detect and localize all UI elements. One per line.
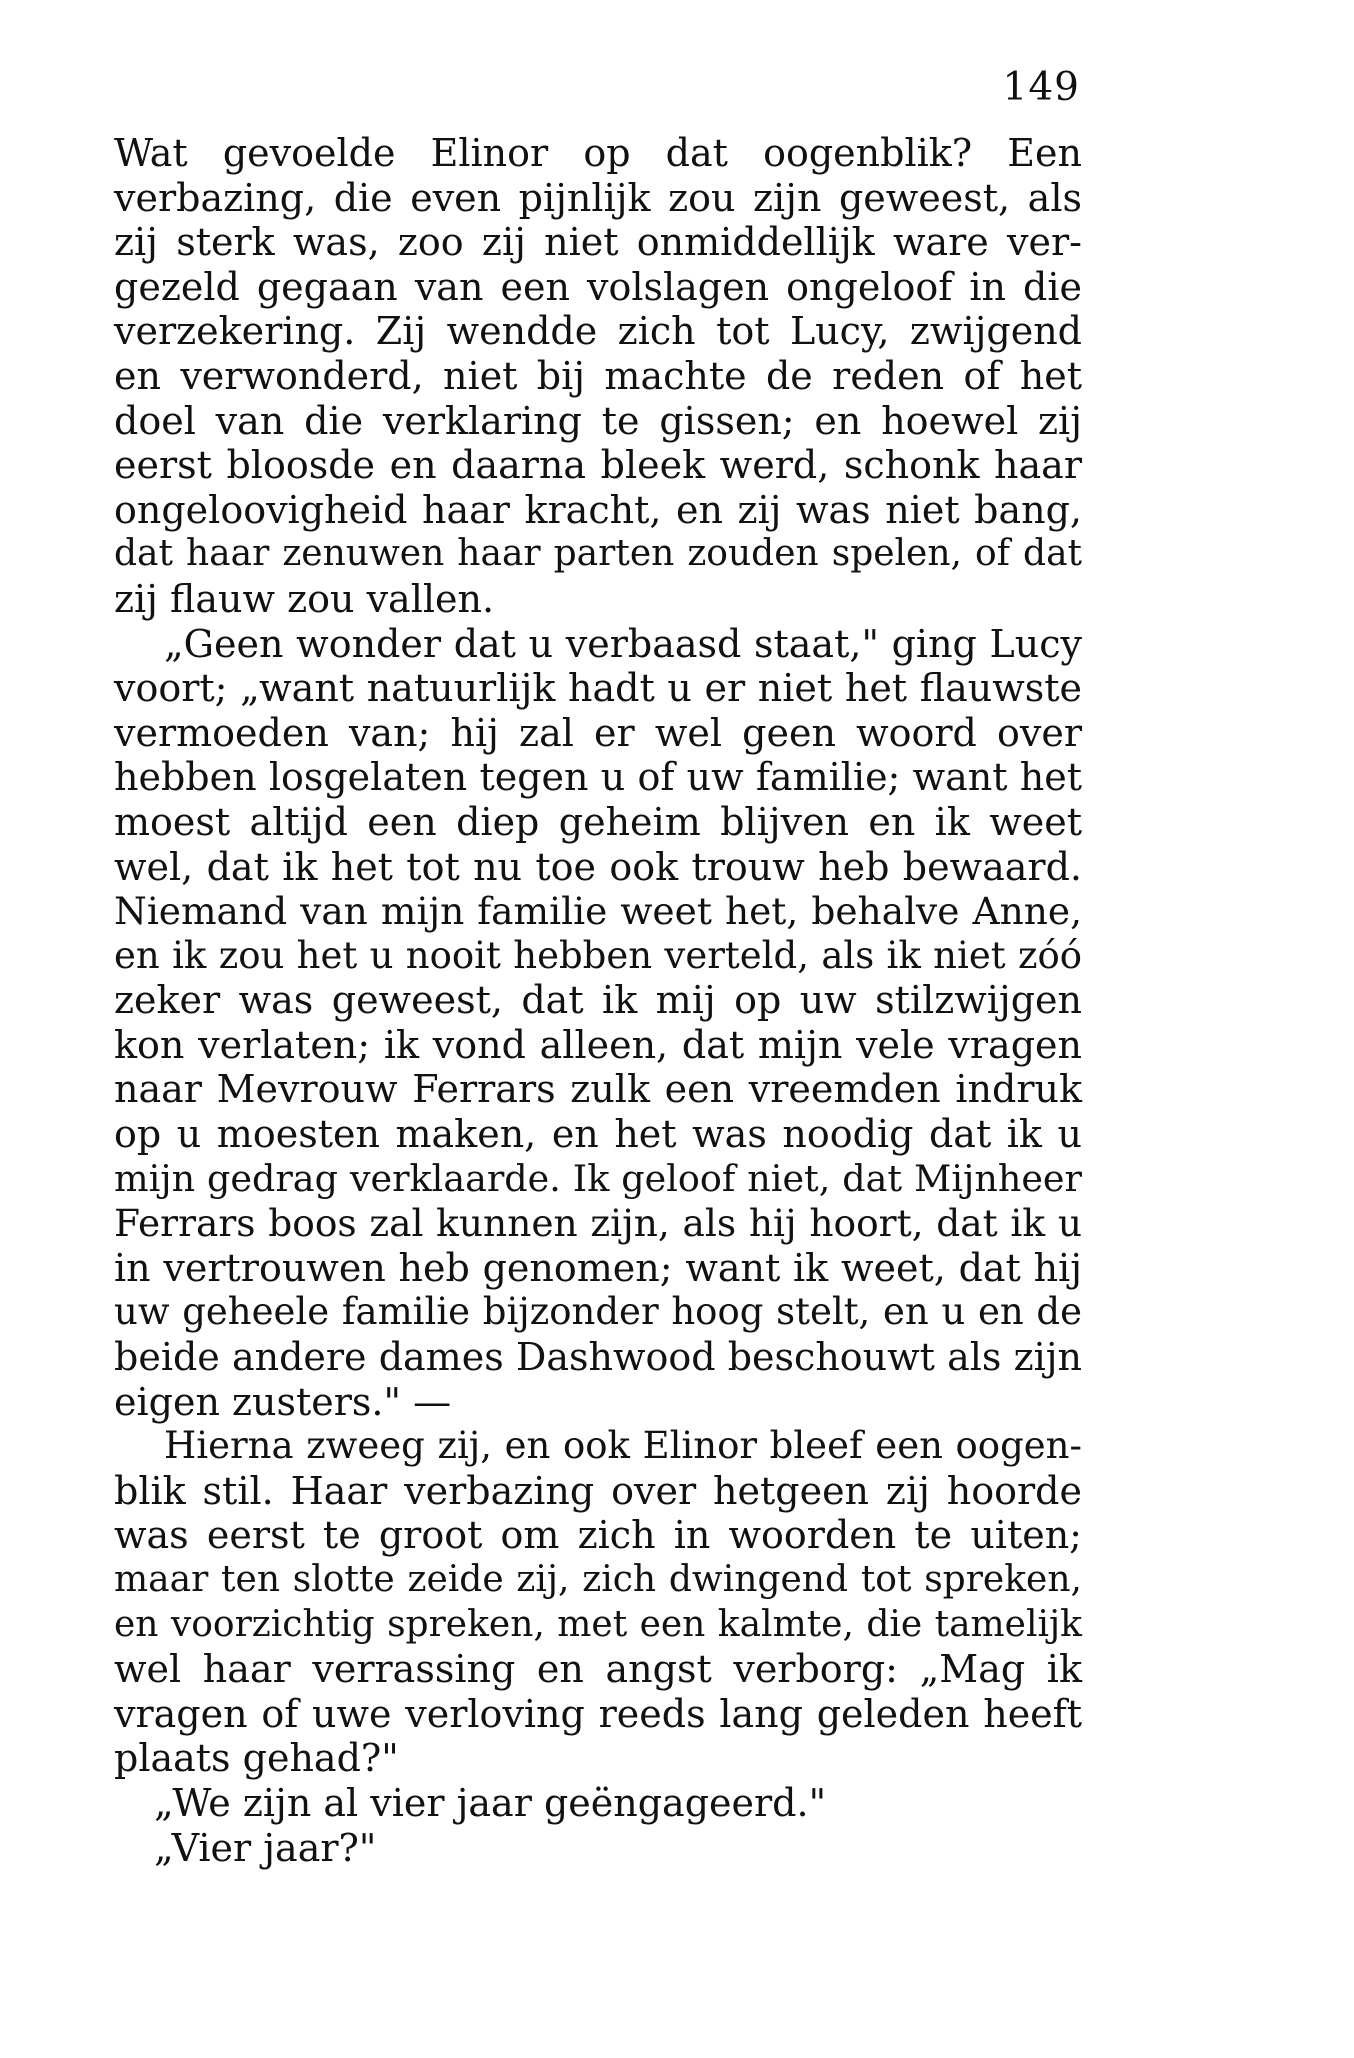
text-line: verbazing, die even pijnlijk zou zijn geweest, als xyxy=(114,175,1082,220)
text-line: „We zijn al vier jaar geëngageerd." xyxy=(154,1780,827,1825)
text-line: was eerst te groot om zich in woorden te uiten; xyxy=(114,1513,1082,1558)
text-line: doel van die verklaring te gissen; en hoewel zij xyxy=(114,398,1082,443)
text-line: gezeld gegaan van een volslagen ongeloof in die xyxy=(114,264,1082,309)
text-line: „Vier jaar?" xyxy=(154,1825,377,1870)
text-line: op u moesten maken, en het was noodig dat ik u xyxy=(114,1112,1082,1157)
text-line: en verwonderd, niet bij machte de reden of het xyxy=(114,353,1082,398)
text-line: moest altijd een diep geheim blijven en ik weet xyxy=(114,799,1082,844)
text-line: dat haar zenuwen haar parten zouden spelen, of dat xyxy=(114,533,1082,575)
text-line: vermoeden van; hij zal er wel geen woord over xyxy=(114,710,1082,755)
text-line: Hierna zweeg zij, en ook Elinor bleef een oogen- xyxy=(164,1424,1082,1468)
text-line: plaats gehad?" xyxy=(114,1736,399,1781)
body-text xyxy=(114,131,1082,1870)
text-line: zij sterk was, zoo zij niet onmiddellijk ware ver- xyxy=(114,220,1082,265)
text-line: vragen of uwe verloving reeds lang geleden heeft xyxy=(114,1691,1082,1736)
text-line: Ferrars boos zal kunnen zijn, als hij hoort, dat ik u xyxy=(114,1201,1082,1246)
text-line: mijn gedrag verklaarde. Ik geloof niet, dat Mijnheer xyxy=(114,1156,1082,1200)
text-line: ongeloovigheid haar kracht, en zij was niet bang, xyxy=(114,487,1082,532)
text-line: in vertrouwen heb genomen; want ik weet, dat hij xyxy=(114,1245,1082,1290)
text-line: zij flauw zou vallen. xyxy=(114,576,495,621)
text-line: kon verlaten; ik vond alleen, dat mijn vele vragen xyxy=(114,1022,1082,1067)
text-line: „Geen wonder dat u verbaasd staat," ging Lucy xyxy=(164,621,1082,666)
text-line: naar Mevrouw Ferrars zulk een vreemden indruk xyxy=(114,1067,1082,1112)
text-line: wel, dat ik het tot nu toe ook trouw heb bewaard. xyxy=(114,844,1082,889)
text-line: verzekering. Zij wendde zich tot Lucy, zwijgend xyxy=(114,309,1082,354)
text-line: en ik zou het u nooit hebben verteld, als ik niet zóó xyxy=(114,933,1082,977)
text-line: eerst bloosde en daarna bleek werd, schonk haar xyxy=(114,443,1082,488)
text-line: en voorzichtig spreken, met een kalmte, die tamelijk xyxy=(114,1603,1082,1645)
text-line: blik stil. Haar verbazing over hetgeen zij hoorde xyxy=(114,1468,1082,1513)
text-line: eigen zusters." — xyxy=(114,1379,452,1424)
text-line: uw geheele familie bijzonder hoog stelt, en u en de xyxy=(114,1290,1082,1334)
text-line: wel haar verrassing en angst verborg: „Mag ik xyxy=(114,1647,1082,1692)
text-line: Wat gevoelde Elinor op dat oogenblik? Een xyxy=(114,131,1082,175)
text-line: beide andere dames Dashwood beschouwt als zijn xyxy=(114,1335,1082,1380)
text-line: zeker was geweest, dat ik mij op uw stilzwijgen xyxy=(114,978,1082,1023)
text-line: Niemand van mijn familie weet het, behalve Anne, xyxy=(114,889,1082,934)
text-line: voort; „want natuurlijk hadt u er niet het flauwste xyxy=(114,666,1082,711)
page-number: 149 xyxy=(1002,65,1080,110)
text-line: hebben losgelaten tegen u of uw familie; want het xyxy=(114,755,1082,800)
text-line: maar ten slotte zeide zij, zich dwingend tot spreken, xyxy=(114,1559,1082,1600)
